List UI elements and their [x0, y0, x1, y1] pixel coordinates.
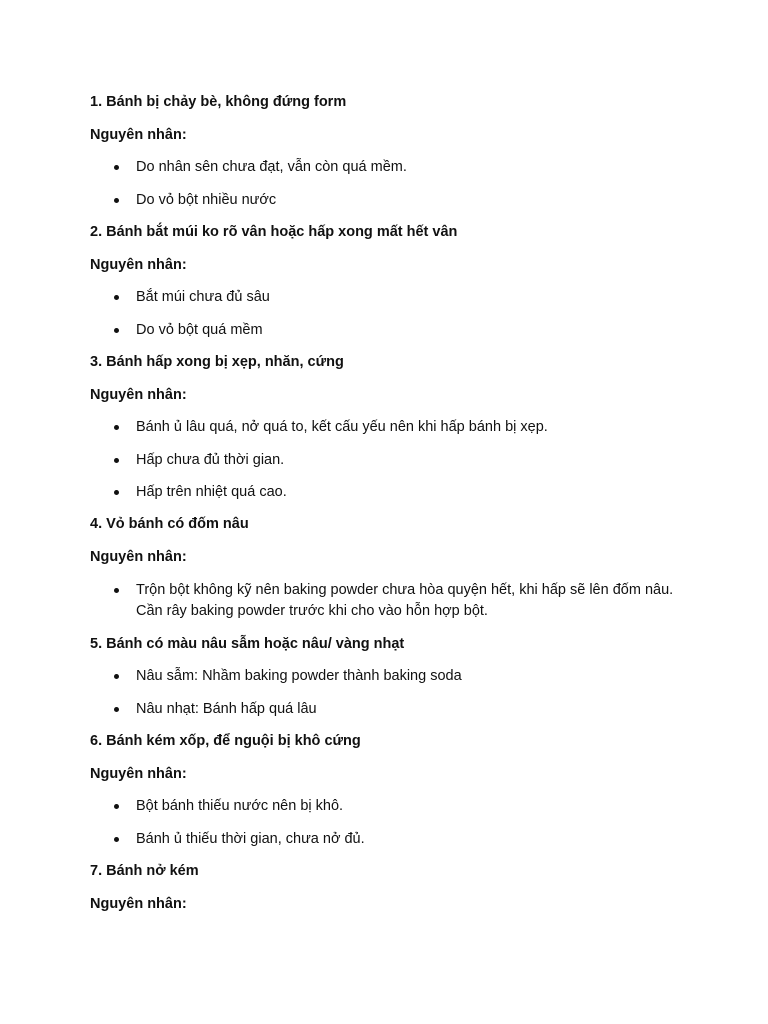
bullet-dot	[114, 165, 119, 170]
bullet-dot	[114, 198, 119, 203]
section-1-heading: 1. Bánh bị chảy bè, không đứng form	[90, 94, 347, 110]
section-1-cause-label: Nguyên nhân:	[90, 127, 187, 143]
section-2-heading: 2. Bánh bắt múi ko rõ vân hoặc hấp xong mất hết vân	[90, 224, 458, 240]
section-1-item-1: Do nhân sên chưa đạt, vẫn còn quá mềm.	[136, 159, 407, 175]
bullet-dot	[114, 804, 119, 809]
section-2-cause-label: Nguyên nhân:	[90, 257, 187, 273]
bullet-dot	[114, 490, 119, 495]
section-7-heading: 7. Bánh nở kém	[90, 863, 199, 879]
section-6-item-1: Bột bánh thiếu nước nên bị khô.	[136, 798, 344, 814]
section-4-cause-label: Nguyên nhân:	[90, 549, 187, 565]
section-7-cause-label: Nguyên nhân:	[90, 896, 187, 912]
section-2-item-1: Bắt múi chưa đủ sâu	[136, 289, 270, 305]
section-3-item-2: Hấp chưa đủ thời gian.	[136, 452, 285, 468]
section-5-heading: 5. Bánh có màu nâu sẫm hoặc nâu/ vàng nhạt	[90, 636, 405, 652]
section-3-heading: 3. Bánh hấp xong bị xẹp, nhăn, cứng	[90, 354, 344, 370]
bullet-dot	[114, 837, 119, 842]
section-5-item-2: Nâu nhạt: Bánh hấp quá lâu	[136, 701, 317, 717]
section-6-item-2: Bánh ủ thiếu thời gian, chưa nở đủ.	[136, 831, 365, 847]
section-5-item-1: Nâu sẫm: Nhầm baking powder thành baking soda	[136, 668, 462, 684]
bullet-dot	[114, 588, 119, 593]
bullet-dot	[114, 328, 119, 333]
bullet-dot	[114, 458, 119, 463]
section-6-cause-label: Nguyên nhân:	[90, 766, 187, 782]
bullet-dot	[114, 295, 119, 300]
section-2-item-2: Do vỏ bột quá mềm	[136, 322, 263, 338]
section-4-item-1: Trộn bột không kỹ nên baking powder chưa hòa quyện hết, khi hấp sẽ lên đốm nâu. Cần rây baking powder trước khi cho vào hỗn hợp bột.	[136, 582, 674, 619]
section-3-cause-label: Nguyên nhân:	[90, 387, 187, 403]
section-3-item-1: Bánh ủ lâu quá, nở quá to, kết cấu yếu nên khi hấp bánh bị xẹp.	[136, 419, 548, 435]
section-6-heading: 6. Bánh kém xốp, để nguội bị khô cứng	[90, 733, 361, 749]
bullet-dot	[114, 674, 119, 679]
bullet-dot	[114, 425, 119, 430]
section-1-item-2: Do vỏ bột nhiều nước	[136, 192, 277, 208]
section-4-heading: 4. Vỏ bánh có đốm nâu	[90, 516, 249, 532]
bullet-dot	[114, 707, 119, 712]
section-3-item-3: Hấp trên nhiệt quá cao.	[136, 484, 287, 500]
